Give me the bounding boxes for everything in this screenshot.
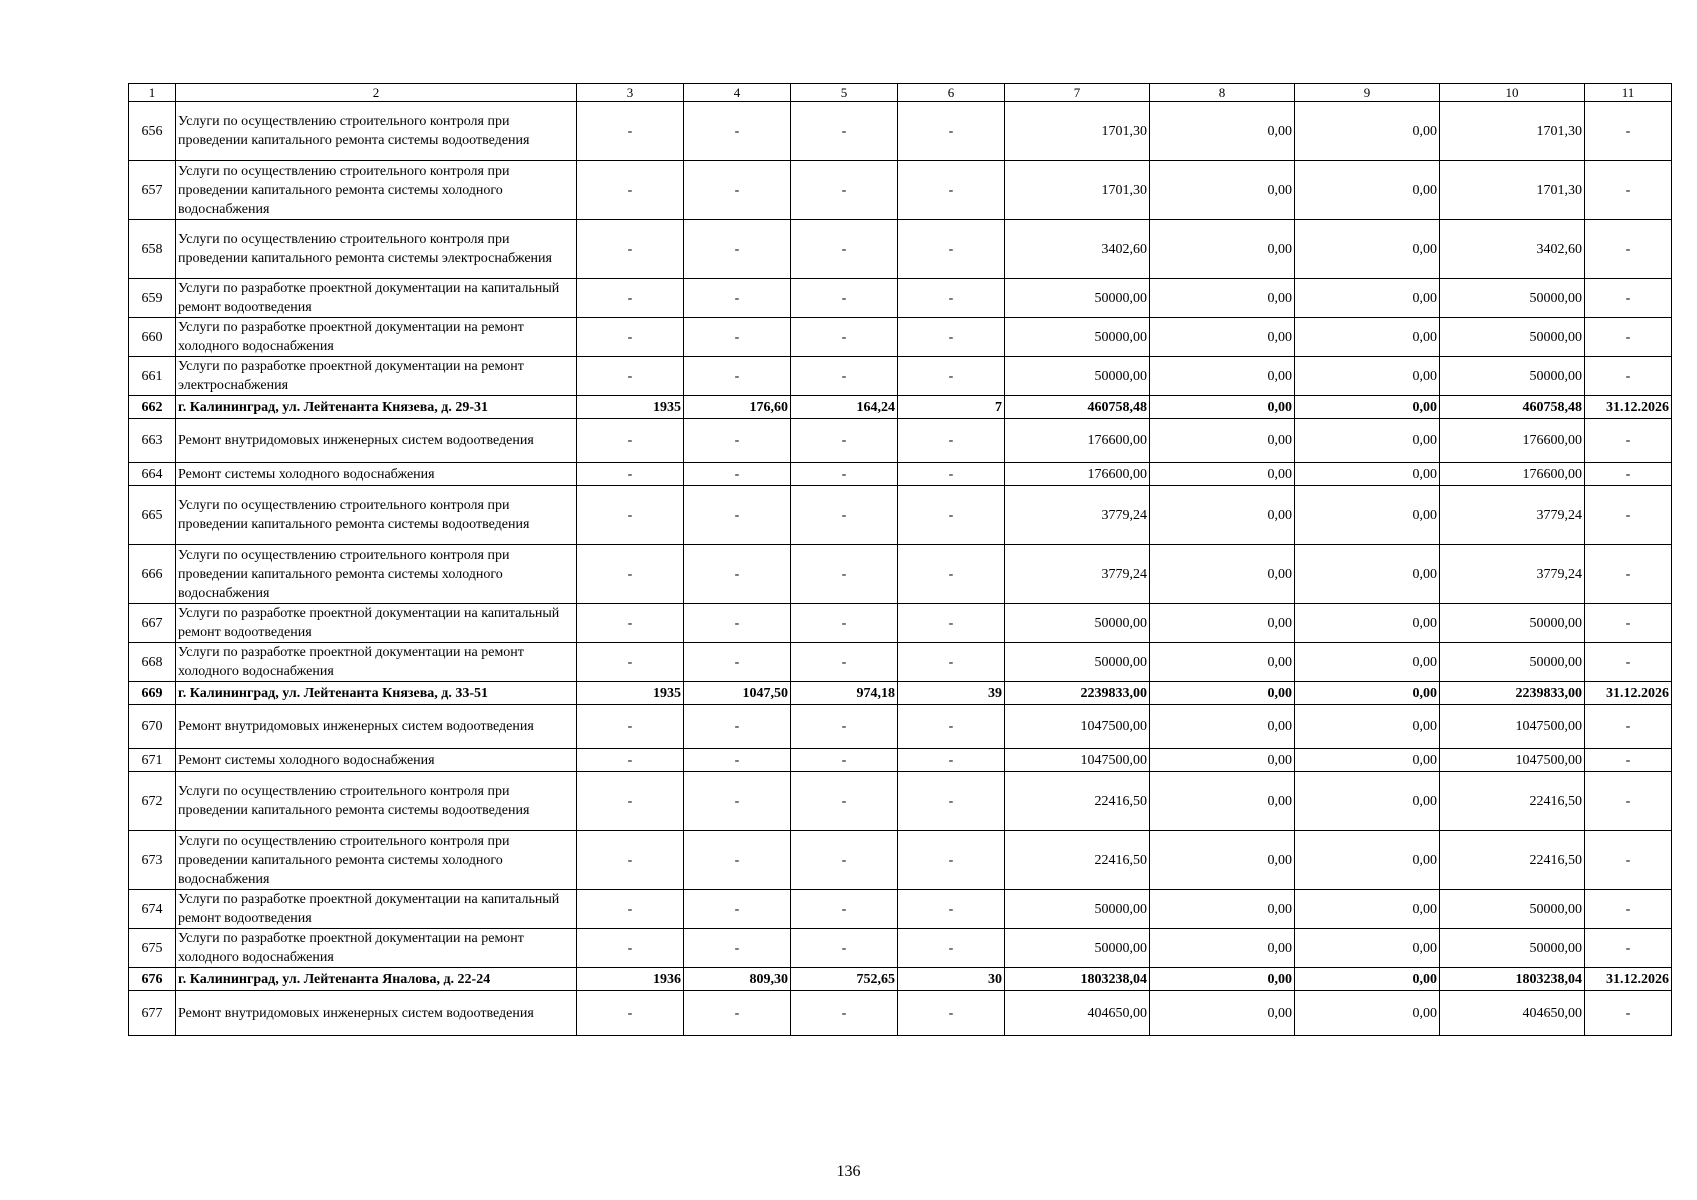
col-5-value: -: [791, 929, 898, 968]
table-row: [129, 604, 1672, 643]
col-9-value: 0,00: [1295, 682, 1440, 705]
col-8-value: 0,00: [1150, 705, 1295, 749]
work-name: Ремонт внутридомовых инженерных систем водоотведения: [176, 705, 577, 749]
col-3-value: -: [577, 102, 684, 161]
row-number: 672: [129, 772, 176, 831]
col-10-value: 460758,48: [1440, 396, 1585, 419]
col-7-value: 3779,24: [1005, 545, 1150, 604]
col-6-value: -: [898, 545, 1005, 604]
col-5-value: -: [791, 279, 898, 318]
row-number: 676: [129, 968, 176, 991]
col-11-value: -: [1585, 772, 1672, 831]
col-10-value: 1803238,04: [1440, 968, 1585, 991]
col-3-value: -: [577, 220, 684, 279]
col-11-value: -: [1585, 545, 1672, 604]
address-row: [129, 682, 1672, 705]
col-9-value: 0,00: [1295, 419, 1440, 463]
column-header: 3: [577, 84, 684, 102]
col-4-value: -: [684, 772, 791, 831]
table-row: [129, 705, 1672, 749]
work-name: Услуги по разработке проектной документации на ремонт холодного водоснабжения: [176, 643, 577, 682]
row-number: 667: [129, 604, 176, 643]
row-number: 666: [129, 545, 176, 604]
col-5-value: -: [791, 318, 898, 357]
col-4-value: -: [684, 929, 791, 968]
col-5-value: -: [791, 890, 898, 929]
col-3-value: 1935: [577, 396, 684, 419]
col-7-value: 2239833,00: [1005, 682, 1150, 705]
column-header: 5: [791, 84, 898, 102]
col-5-value: -: [791, 991, 898, 1036]
col-11-value: -: [1585, 102, 1672, 161]
col-4-value: -: [684, 419, 791, 463]
col-6-value: -: [898, 749, 1005, 772]
col-8-value: 0,00: [1150, 396, 1295, 419]
col-11-value: -: [1585, 357, 1672, 396]
col-10-value: 50000,00: [1440, 604, 1585, 643]
col-8-value: 0,00: [1150, 682, 1295, 705]
work-name: Услуги по осуществлению строительного контроля при проведении капитального ремонта системы водоотведения: [176, 486, 577, 545]
col-6-value: -: [898, 279, 1005, 318]
col-8-value: 0,00: [1150, 419, 1295, 463]
col-9-value: 0,00: [1295, 991, 1440, 1036]
col-5-value: 164,24: [791, 396, 898, 419]
col-11-value: -: [1585, 890, 1672, 929]
col-9-value: 0,00: [1295, 749, 1440, 772]
row-number: 658: [129, 220, 176, 279]
col-8-value: 0,00: [1150, 831, 1295, 890]
col-11-value: -: [1585, 486, 1672, 545]
col-4-value: -: [684, 831, 791, 890]
col-10-value: 3779,24: [1440, 545, 1585, 604]
page-number: 136: [836, 1163, 861, 1180]
col-5-value: -: [791, 772, 898, 831]
table-row: [129, 220, 1672, 279]
col-3-value: -: [577, 463, 684, 486]
row-number: 673: [129, 831, 176, 890]
col-11-value: -: [1585, 220, 1672, 279]
table-row: [129, 545, 1672, 604]
col-3-value: -: [577, 890, 684, 929]
table-row: [129, 279, 1672, 318]
col-5-value: -: [791, 102, 898, 161]
work-name: Услуги по осуществлению строительного контроля при проведении капитального ремонта системы холодного водоснабжения: [176, 545, 577, 604]
col-9-value: 0,00: [1295, 357, 1440, 396]
row-number: 662: [129, 396, 176, 419]
column-header: 7: [1005, 84, 1150, 102]
col-6-value: -: [898, 318, 1005, 357]
col-8-value: 0,00: [1150, 545, 1295, 604]
work-name: Услуги по осуществлению строительного контроля при проведении капитального ремонта системы холодного водоснабжения: [176, 161, 577, 220]
col-5-value: -: [791, 161, 898, 220]
row-number: 664: [129, 463, 176, 486]
col-6-value: -: [898, 463, 1005, 486]
col-11-value: -: [1585, 161, 1672, 220]
row-number: 660: [129, 318, 176, 357]
col-6-value: -: [898, 357, 1005, 396]
col-4-value: -: [684, 991, 791, 1036]
table-row: [129, 357, 1672, 396]
work-name: Услуги по осуществлению строительного контроля при проведении капитального ремонта системы электроснабжения: [176, 220, 577, 279]
col-11-value: -: [1585, 279, 1672, 318]
row-number: 665: [129, 486, 176, 545]
header-row: [129, 84, 1672, 102]
row-number: 677: [129, 991, 176, 1036]
col-8-value: 0,00: [1150, 357, 1295, 396]
col-9-value: 0,00: [1295, 279, 1440, 318]
col-4-value: -: [684, 161, 791, 220]
table-row: [129, 929, 1672, 968]
col-4-value: -: [684, 604, 791, 643]
col-7-value: 1701,30: [1005, 161, 1150, 220]
table-row: [129, 419, 1672, 463]
col-6-value: -: [898, 419, 1005, 463]
col-8-value: 0,00: [1150, 968, 1295, 991]
col-10-value: 50000,00: [1440, 279, 1585, 318]
col-11-value: 31.12.2026: [1585, 396, 1672, 419]
col-8-value: 0,00: [1150, 991, 1295, 1036]
address-row: [129, 968, 1672, 991]
col-7-value: 1047500,00: [1005, 749, 1150, 772]
col-10-value: 3402,60: [1440, 220, 1585, 279]
col-11-value: -: [1585, 419, 1672, 463]
col-3-value: -: [577, 749, 684, 772]
row-number: 670: [129, 705, 176, 749]
col-9-value: 0,00: [1295, 929, 1440, 968]
col-9-value: 0,00: [1295, 643, 1440, 682]
work-name: г. Калининград, ул. Лейтенанта Яналова, д. 22-24: [176, 968, 577, 991]
col-5-value: -: [791, 831, 898, 890]
column-header: 1: [129, 84, 176, 102]
col-3-value: -: [577, 991, 684, 1036]
table-row: [129, 749, 1672, 772]
col-10-value: 50000,00: [1440, 890, 1585, 929]
work-name: Ремонт системы холодного водоснабжения: [176, 749, 577, 772]
col-11-value: 31.12.2026: [1585, 968, 1672, 991]
col-9-value: 0,00: [1295, 772, 1440, 831]
col-9-value: 0,00: [1295, 890, 1440, 929]
col-9-value: 0,00: [1295, 486, 1440, 545]
col-10-value: 176600,00: [1440, 419, 1585, 463]
work-name: г. Калининград, ул. Лейтенанта Князева, д. 29-31: [176, 396, 577, 419]
col-4-value: -: [684, 705, 791, 749]
col-11-value: -: [1585, 604, 1672, 643]
col-8-value: 0,00: [1150, 772, 1295, 831]
col-7-value: 50000,00: [1005, 357, 1150, 396]
col-3-value: -: [577, 357, 684, 396]
col-7-value: 176600,00: [1005, 463, 1150, 486]
col-7-value: 50000,00: [1005, 929, 1150, 968]
col-7-value: 3779,24: [1005, 486, 1150, 545]
col-9-value: 0,00: [1295, 102, 1440, 161]
row-number: 675: [129, 929, 176, 968]
col-6-value: -: [898, 772, 1005, 831]
col-6-value: -: [898, 831, 1005, 890]
col-6-value: -: [898, 929, 1005, 968]
col-3-value: -: [577, 772, 684, 831]
col-4-value: 809,30: [684, 968, 791, 991]
work-name: Услуги по разработке проектной документации на капитальный ремонт водоотведения: [176, 890, 577, 929]
col-3-value: 1936: [577, 968, 684, 991]
col-10-value: 1701,30: [1440, 161, 1585, 220]
col-9-value: 0,00: [1295, 968, 1440, 991]
col-11-value: -: [1585, 318, 1672, 357]
col-4-value: -: [684, 749, 791, 772]
col-6-value: -: [898, 890, 1005, 929]
col-7-value: 50000,00: [1005, 279, 1150, 318]
col-11-value: -: [1585, 749, 1672, 772]
col-3-value: -: [577, 279, 684, 318]
col-11-value: -: [1585, 705, 1672, 749]
table-row: [129, 161, 1672, 220]
col-9-value: 0,00: [1295, 604, 1440, 643]
column-header: 8: [1150, 84, 1295, 102]
col-3-value: -: [577, 545, 684, 604]
col-6-value: -: [898, 220, 1005, 279]
col-7-value: 50000,00: [1005, 604, 1150, 643]
col-10-value: 3779,24: [1440, 486, 1585, 545]
col-8-value: 0,00: [1150, 749, 1295, 772]
col-10-value: 50000,00: [1440, 929, 1585, 968]
col-6-value: -: [898, 102, 1005, 161]
work-name: Услуги по разработке проектной документации на ремонт холодного водоснабжения: [176, 318, 577, 357]
col-3-value: -: [577, 419, 684, 463]
col-6-value: 30: [898, 968, 1005, 991]
col-10-value: 22416,50: [1440, 772, 1585, 831]
table-row: [129, 991, 1672, 1036]
col-9-value: 0,00: [1295, 220, 1440, 279]
col-8-value: 0,00: [1150, 890, 1295, 929]
col-6-value: 7: [898, 396, 1005, 419]
col-6-value: -: [898, 486, 1005, 545]
row-number: 661: [129, 357, 176, 396]
row-number: 657: [129, 161, 176, 220]
row-number: 656: [129, 102, 176, 161]
col-4-value: -: [684, 643, 791, 682]
col-5-value: -: [791, 749, 898, 772]
col-5-value: -: [791, 220, 898, 279]
col-10-value: 1701,30: [1440, 102, 1585, 161]
col-10-value: 1047500,00: [1440, 705, 1585, 749]
col-4-value: -: [684, 486, 791, 545]
col-8-value: 0,00: [1150, 486, 1295, 545]
col-8-value: 0,00: [1150, 318, 1295, 357]
table-row: [129, 463, 1672, 486]
col-4-value: 176,60: [684, 396, 791, 419]
work-name: Ремонт внутридомовых инженерных систем водоотведения: [176, 419, 577, 463]
col-10-value: 2239833,00: [1440, 682, 1585, 705]
col-7-value: 460758,48: [1005, 396, 1150, 419]
address-row: [129, 396, 1672, 419]
work-name: Услуги по осуществлению строительного контроля при проведении капитального ремонта системы водоотведения: [176, 102, 577, 161]
col-7-value: 50000,00: [1005, 890, 1150, 929]
table-row: [129, 831, 1672, 890]
col-8-value: 0,00: [1150, 463, 1295, 486]
col-3-value: -: [577, 643, 684, 682]
col-8-value: 0,00: [1150, 604, 1295, 643]
row-number: 674: [129, 890, 176, 929]
col-6-value: -: [898, 991, 1005, 1036]
column-header: 11: [1585, 84, 1672, 102]
col-10-value: 176600,00: [1440, 463, 1585, 486]
data-table: [128, 83, 1672, 1036]
col-8-value: 0,00: [1150, 102, 1295, 161]
col-10-value: 1047500,00: [1440, 749, 1585, 772]
col-3-value: -: [577, 929, 684, 968]
col-6-value: 39: [898, 682, 1005, 705]
col-9-value: 0,00: [1295, 705, 1440, 749]
row-number: 668: [129, 643, 176, 682]
col-8-value: 0,00: [1150, 929, 1295, 968]
col-7-value: 50000,00: [1005, 318, 1150, 357]
col-3-value: -: [577, 705, 684, 749]
work-name: Ремонт внутридомовых инженерных систем водоотведения: [176, 991, 577, 1036]
row-number: 663: [129, 419, 176, 463]
col-9-value: 0,00: [1295, 318, 1440, 357]
col-3-value: -: [577, 318, 684, 357]
col-7-value: 22416,50: [1005, 831, 1150, 890]
col-4-value: -: [684, 318, 791, 357]
col-3-value: -: [577, 486, 684, 545]
col-5-value: -: [791, 486, 898, 545]
col-7-value: 22416,50: [1005, 772, 1150, 831]
col-11-value: 31.12.2026: [1585, 682, 1672, 705]
col-8-value: 0,00: [1150, 161, 1295, 220]
col-4-value: -: [684, 890, 791, 929]
col-6-value: -: [898, 705, 1005, 749]
col-8-value: 0,00: [1150, 220, 1295, 279]
col-9-value: 0,00: [1295, 545, 1440, 604]
col-4-value: -: [684, 545, 791, 604]
col-9-value: 0,00: [1295, 396, 1440, 419]
col-3-value: 1935: [577, 682, 684, 705]
table-row: [129, 890, 1672, 929]
col-5-value: 752,65: [791, 968, 898, 991]
col-5-value: 974,18: [791, 682, 898, 705]
col-10-value: 50000,00: [1440, 643, 1585, 682]
col-10-value: 50000,00: [1440, 357, 1585, 396]
col-7-value: 1047500,00: [1005, 705, 1150, 749]
row-number: 671: [129, 749, 176, 772]
col-8-value: 0,00: [1150, 279, 1295, 318]
work-name: г. Калининград, ул. Лейтенанта Князева, д. 33-51: [176, 682, 577, 705]
col-9-value: 0,00: [1295, 161, 1440, 220]
col-4-value: -: [684, 357, 791, 396]
work-name: Услуги по разработке проектной документации на капитальный ремонт водоотведения: [176, 604, 577, 643]
row-number: 659: [129, 279, 176, 318]
col-5-value: -: [791, 463, 898, 486]
col-9-value: 0,00: [1295, 463, 1440, 486]
column-header: 10: [1440, 84, 1585, 102]
col-5-value: -: [791, 419, 898, 463]
col-11-value: -: [1585, 831, 1672, 890]
col-5-value: -: [791, 604, 898, 643]
col-5-value: -: [791, 357, 898, 396]
col-4-value: -: [684, 463, 791, 486]
col-10-value: 404650,00: [1440, 991, 1585, 1036]
col-4-value: -: [684, 220, 791, 279]
table-row: [129, 102, 1672, 161]
work-name: Услуги по осуществлению строительного контроля при проведении капитального ремонта системы водоотведения: [176, 772, 577, 831]
table-row: [129, 643, 1672, 682]
column-header: 6: [898, 84, 1005, 102]
table-row: [129, 318, 1672, 357]
col-11-value: -: [1585, 991, 1672, 1036]
work-name: Услуги по разработке проектной документации на ремонт электроснабжения: [176, 357, 577, 396]
row-number: 669: [129, 682, 176, 705]
col-7-value: 1803238,04: [1005, 968, 1150, 991]
table-row: [129, 486, 1672, 545]
col-6-value: -: [898, 604, 1005, 643]
column-header: 2: [176, 84, 577, 102]
work-name: Услуги по разработке проектной документации на капитальный ремонт водоотведения: [176, 279, 577, 318]
col-11-value: -: [1585, 929, 1672, 968]
col-8-value: 0,00: [1150, 643, 1295, 682]
col-9-value: 0,00: [1295, 831, 1440, 890]
col-5-value: -: [791, 705, 898, 749]
work-name: Услуги по разработке проектной документации на ремонт холодного водоснабжения: [176, 929, 577, 968]
work-name: Услуги по осуществлению строительного контроля при проведении капитального ремонта системы холодного водоснабжения: [176, 831, 577, 890]
col-5-value: -: [791, 545, 898, 604]
col-6-value: -: [898, 643, 1005, 682]
col-7-value: 50000,00: [1005, 643, 1150, 682]
col-3-value: -: [577, 161, 684, 220]
col-6-value: -: [898, 161, 1005, 220]
column-header: 4: [684, 84, 791, 102]
col-3-value: -: [577, 604, 684, 643]
table-row: [129, 772, 1672, 831]
col-7-value: 176600,00: [1005, 419, 1150, 463]
col-10-value: 50000,00: [1440, 318, 1585, 357]
col-3-value: -: [577, 831, 684, 890]
work-name: Ремонт системы холодного водоснабжения: [176, 463, 577, 486]
col-11-value: -: [1585, 463, 1672, 486]
col-4-value: -: [684, 102, 791, 161]
col-4-value: 1047,50: [684, 682, 791, 705]
col-7-value: 404650,00: [1005, 991, 1150, 1036]
column-header: 9: [1295, 84, 1440, 102]
col-4-value: -: [684, 279, 791, 318]
col-7-value: 1701,30: [1005, 102, 1150, 161]
col-11-value: -: [1585, 643, 1672, 682]
col-5-value: -: [791, 643, 898, 682]
col-7-value: 3402,60: [1005, 220, 1150, 279]
col-10-value: 22416,50: [1440, 831, 1585, 890]
